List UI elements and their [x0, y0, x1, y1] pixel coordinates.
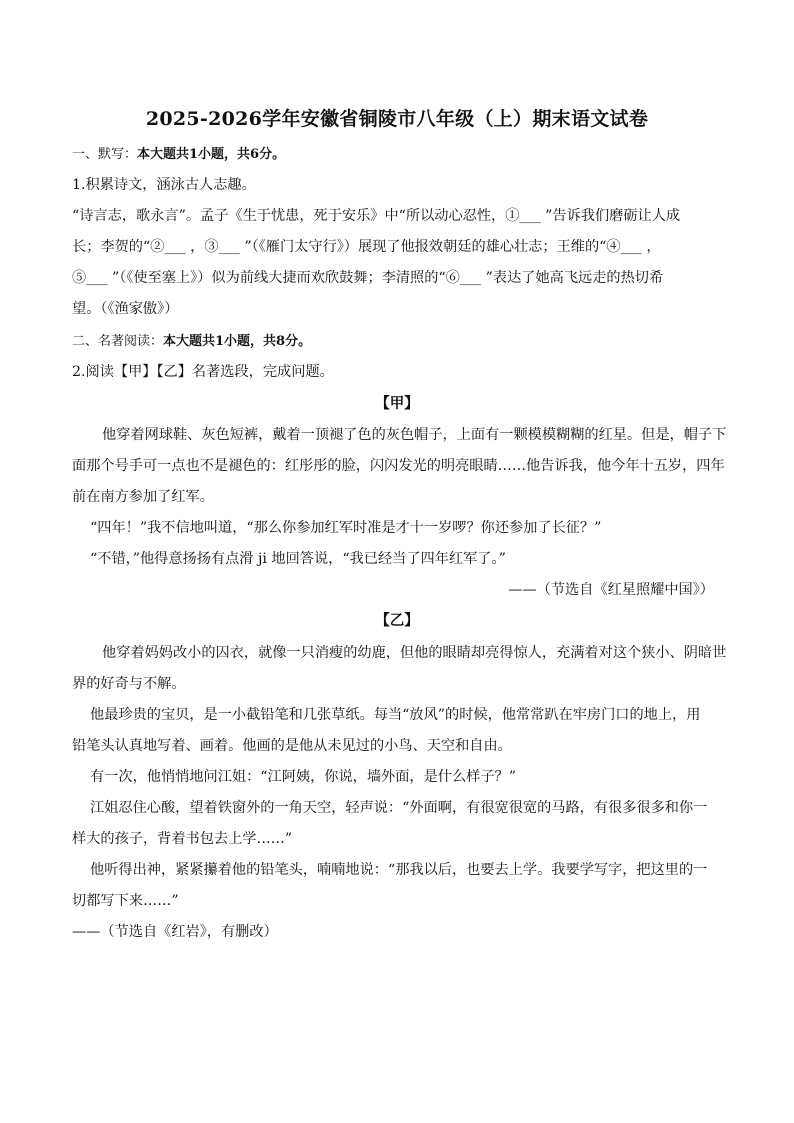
question-1-line: ⑤___ ”（《使至塞上》）似为前线大捷而欢欣鼓舞；李清照的“⑥___ ”表达了她高飞远走的热切希: [72, 270, 664, 286]
question-1-heading: 1.积累诗文，涵泳古人志趣。: [72, 177, 256, 193]
passage-yi-line: 江姐忍住心酸，望着铁窗外的一角天空，轻声说：“外面啊，有很宽很宽的马路，有很多很多和你一: [90, 800, 708, 816]
section-2-header: [72, 332, 722, 352]
passage-yi-line: 切都写下来……”: [72, 893, 179, 909]
passage-yi-line: 样大的孩子，背着书包去上学……”: [72, 831, 293, 847]
passage-jia-line: “不错，”他得意扬扬有点滑 ji 地回答说，“我已经当了四年红军了。”: [90, 551, 506, 567]
section-1-desc: 本大题共1小题，共6分。: [137, 147, 286, 162]
page-title: 2025-2026学年安徽省铜陵市八年级（上）期末语文试卷: [145, 108, 649, 130]
passage-yi-line: 有一次，他悄悄地问江姐：“江阿姨，你说，墙外面，是什么样子？”: [90, 769, 516, 785]
passage-jia-line: 面那个号手可一点也不是褪色的：红彤彤的脸，闪闪发光的明亮眼睛……他告诉我，他今年十五岁，四年: [72, 458, 725, 474]
passage-yi-line: 铅笔头认真地写着、画着。他画的是他从未见过的小鸟、天空和自由。: [72, 738, 512, 754]
question-2-heading: 2.阅读【甲】【乙】名著选段，完成问题。: [72, 364, 334, 380]
passage-jia-line: 他穿着网球鞋、灰色短裤，戴着一顶褪了色的灰色帽子，上面有一颗模模糊糊的红星。但是，帽子下: [102, 427, 727, 443]
section-1-header: [72, 145, 722, 165]
section-2-prefix: 二、名著阅读：: [72, 334, 164, 349]
passage-yi-line: 他穿着妈妈改小的囚衣，就像一只消瘦的幼鹿，但他的眼睛却亮得惊人，充满着对这个狭小、阴暗世: [102, 645, 727, 661]
section-1-prefix: 一、默写：: [72, 147, 138, 162]
passage-yi-source: ——（节选自《红岩》，有删改）: [72, 924, 278, 940]
passage-jia-line: 前在南方参加了红军。: [72, 489, 214, 505]
passage-yi-label: 【乙】: [375, 612, 419, 629]
passage-jia-label: 【甲】: [375, 395, 419, 412]
passage-yi-line: 界的好奇与不解。: [72, 676, 186, 692]
section-2-desc: 本大题共1小题，共8分。: [163, 334, 312, 349]
question-1-line: 望。（《渔家傲》）: [72, 301, 179, 317]
passage-yi-line: 他听得出神，紧紧攥着他的铅笔头，喃喃地说：“那我以后，也要去上学。我要学写字，把这里的一: [90, 862, 708, 878]
passage-jia-line: “四年！”我不信地叫道，“那么你参加红军时准是才十一岁啰？你还参加了长征？”: [90, 520, 602, 536]
question-1-line: 长；李贺的“②___ ，③___ ”（《雁门太守行》）展现了他报效朝廷的雄心壮志；王维的“④___ ，: [72, 239, 661, 255]
question-1-line: “诗言志，歌永言”。孟子《生于忧患，死于安乐》中“所以动心忍性，①___ ”告诉我们磨砺让人成: [72, 208, 681, 224]
passage-yi-line: 他最珍贵的宝贝，是一小截铅笔和几张草纸。每当“放风”的时候，他常常趴在牢房门口的地上，用: [90, 707, 701, 723]
passage-jia-source: ——（节选自《红星照耀中国》）: [508, 582, 714, 598]
